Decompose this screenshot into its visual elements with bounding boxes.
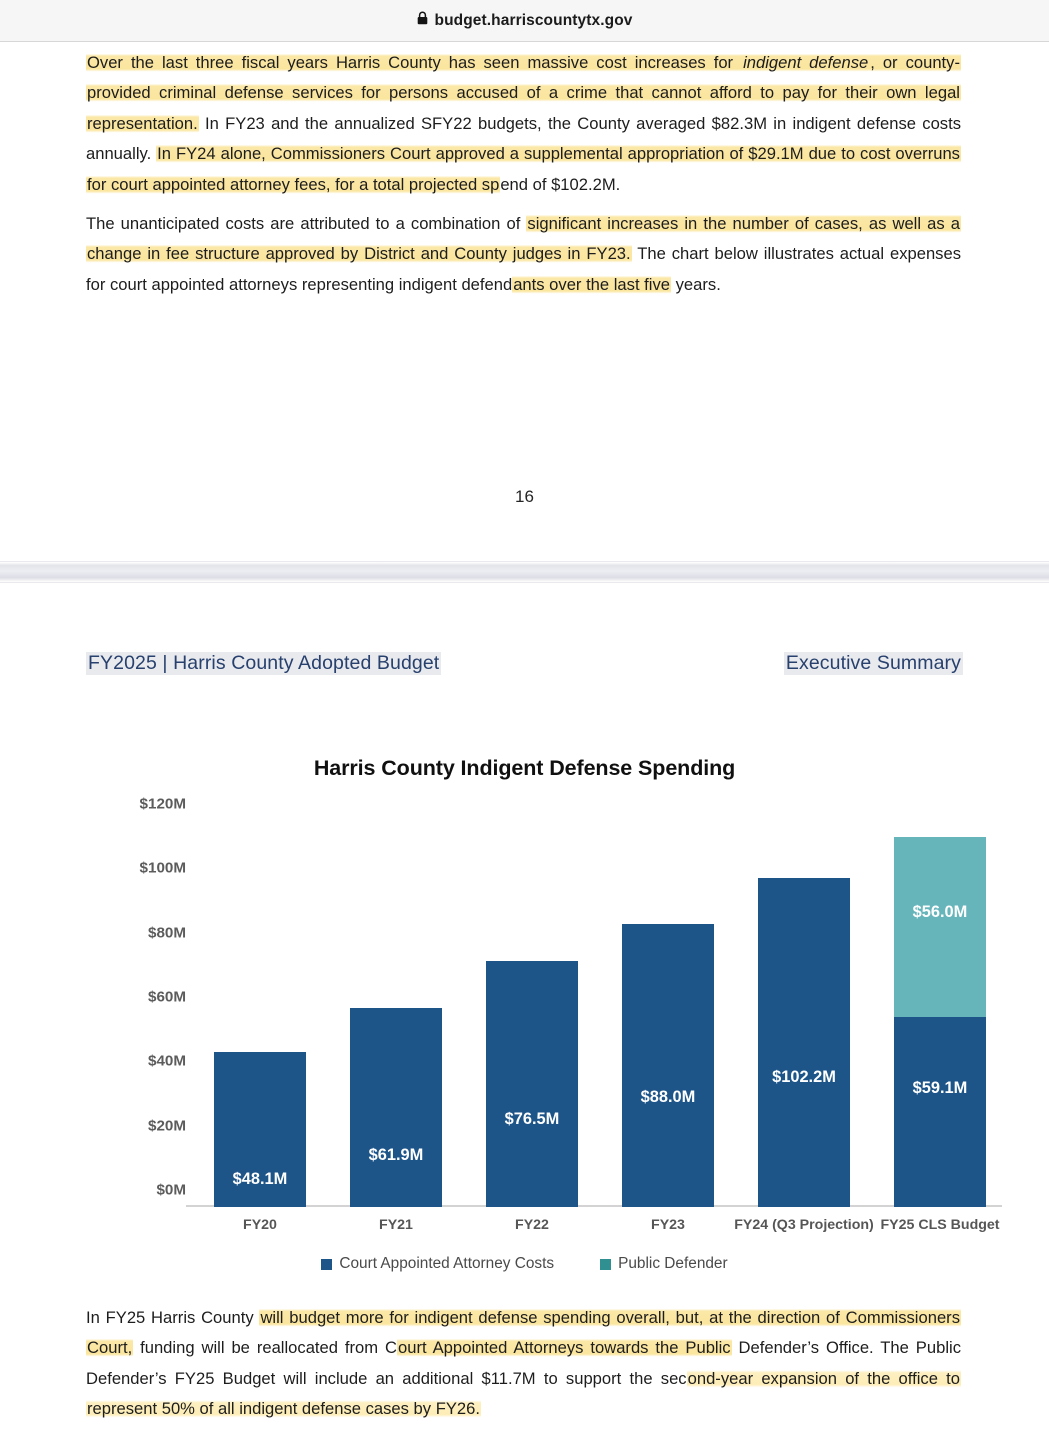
para3-seg-c: funding will be reallocated from C bbox=[133, 1338, 398, 1358]
bar-segment-court-appointed-fy24[interactable] bbox=[758, 878, 850, 1207]
page-number: 16 bbox=[515, 487, 534, 506]
x-label-fy23: FY23 bbox=[651, 1217, 685, 1233]
para3-seg-e: Defender’s Office. The Public Defender’s FY25 Budget will include an additional $11.7M to support the sec bbox=[86, 1338, 961, 1388]
para1-seg-a: Over the last three fiscal years Harris County has seen massive cost increases for bbox=[87, 53, 742, 72]
y-tick-20: $20M bbox=[148, 1117, 186, 1135]
x-label-fy22: FY22 bbox=[515, 1217, 549, 1233]
x-label-fy21: FY21 bbox=[379, 1217, 413, 1233]
y-tick-100: $100M bbox=[139, 859, 186, 877]
bar-segment-court-appointed-fy20[interactable] bbox=[214, 1052, 306, 1207]
paragraph-unanticipated-costs bbox=[86, 209, 961, 300]
legend-item-public-defender[interactable] bbox=[600, 1255, 728, 1273]
bar-column-fy24[interactable] bbox=[734, 878, 874, 1233]
legend-label-public-defender: Public Defender bbox=[618, 1255, 728, 1272]
y-tick-60: $60M bbox=[148, 988, 186, 1006]
document-page-two bbox=[0, 583, 1049, 1433]
bar-segment-court-appointed-fy22[interactable] bbox=[486, 961, 578, 1207]
x-label-fy20: FY20 bbox=[243, 1217, 277, 1233]
para1-italic-indigent-defense: indigent defense bbox=[743, 53, 869, 72]
bar-segment-court-appointed-fy25[interactable] bbox=[894, 1017, 986, 1207]
chart-legend bbox=[0, 1255, 1049, 1273]
y-tick-40: $40M bbox=[148, 1052, 186, 1070]
url-text: budget.harriscountytx.gov bbox=[434, 11, 633, 29]
para3-seg-f: ond-year expansion of the office to represent 50% of all indigent defense cases by FY26. bbox=[87, 1368, 960, 1419]
bar-column-fy21[interactable] bbox=[350, 1008, 442, 1233]
legend-label-court-appointed: Court Appointed Attorney Costs bbox=[339, 1255, 555, 1272]
chart-title: Harris County Indigent Defense Spending bbox=[313, 756, 736, 780]
bar-label-fy25-public-defender: $56.0M bbox=[912, 902, 968, 921]
bar-column-fy22[interactable] bbox=[486, 961, 578, 1233]
x-label-fy25: FY25 CLS Budget bbox=[880, 1217, 1000, 1233]
page-separator bbox=[0, 561, 1049, 583]
para2-seg-a: The unanticipated costs are attributed to a combination of bbox=[86, 214, 527, 234]
bar-segment-court-appointed-fy23[interactable] bbox=[622, 924, 714, 1207]
bar-segment-public-defender-fy25[interactable] bbox=[894, 837, 986, 1017]
chart-axis-line bbox=[186, 1205, 1002, 1207]
bar-label-fy21: $61.9M bbox=[368, 1146, 424, 1164]
header-title-right: Executive Summary bbox=[785, 652, 961, 674]
bar-column-fy23[interactable] bbox=[622, 924, 714, 1233]
para3-seg-b: will budget more for indigent defense spending overall, but, at the direction of Commissioners Court, bbox=[87, 1308, 961, 1358]
bar-label-fy22: $76.5M bbox=[504, 1110, 560, 1128]
legend-swatch-court-appointed-icon bbox=[321, 1259, 332, 1270]
para3-seg-a: In FY25 Harris County bbox=[86, 1308, 260, 1327]
bar-label-fy23: $88.0M bbox=[640, 1088, 696, 1106]
para1-seg-b: , or county-provided criminal defense services for persons accused of a crime that cannot afford to pay for their own legal representation. bbox=[87, 53, 960, 133]
document-page-one bbox=[0, 43, 1049, 561]
legend-item-court-appointed[interactable] bbox=[321, 1255, 554, 1273]
bar-label-fy24: $102.2M bbox=[772, 1068, 836, 1086]
y-tick-120: $120M bbox=[139, 795, 186, 813]
para3-seg-d: ourt Appointed Attorneys towards the Public bbox=[398, 1338, 731, 1358]
y-tick-0: $0M bbox=[156, 1181, 186, 1199]
paragraph-fy25-reallocation bbox=[86, 1303, 961, 1425]
bar-column-fy25[interactable] bbox=[880, 837, 1000, 1233]
para1-seg-c: In FY23 and the annualized SFY22 budgets, the County averaged $82.3M in indigent defense costs annually. bbox=[86, 113, 961, 164]
x-label-fy24: FY24 (Q3 Projection) bbox=[734, 1217, 874, 1233]
y-tick-80: $80M bbox=[148, 924, 186, 942]
browser-url-bar[interactable] bbox=[0, 0, 1049, 42]
para1-seg-d: In FY24 alone, Commissioners Court approved a supplemental appropriation of $29.1M due to cost overruns for court appointed attorney fees, for a total projected sp bbox=[87, 144, 960, 194]
url-container[interactable] bbox=[417, 11, 633, 30]
bar-label-fy25-court-appointed: $59.1M bbox=[912, 1078, 968, 1097]
lock-icon bbox=[417, 11, 428, 30]
bottom-paragraph-container bbox=[0, 1303, 1049, 1434]
para2-seg-b: significant increases in the number of cases, as well as a change in fee structure approved by District and County judges in FY23. bbox=[87, 214, 960, 264]
para2-seg-c: The chart below illustrates actual expenses for court appointed attorneys representing indigent defend bbox=[86, 244, 961, 294]
para1-seg-e: end of $102.2M. bbox=[500, 174, 621, 194]
para2-seg-e: years. bbox=[671, 274, 721, 294]
bar-label-fy20: $48.1M bbox=[232, 1170, 288, 1188]
bar-segment-court-appointed-fy21[interactable] bbox=[350, 1008, 442, 1207]
bar-column-fy20[interactable] bbox=[214, 1052, 306, 1233]
paragraph-indigent-defense-costs bbox=[86, 43, 961, 200]
header-title-left: FY2025 | Harris County Adopted Budget bbox=[88, 652, 440, 674]
legend-swatch-public-defender-icon bbox=[600, 1259, 611, 1270]
chart-plot-area bbox=[139, 795, 1010, 1233]
para2-seg-d: ants over the last five bbox=[513, 274, 671, 294]
